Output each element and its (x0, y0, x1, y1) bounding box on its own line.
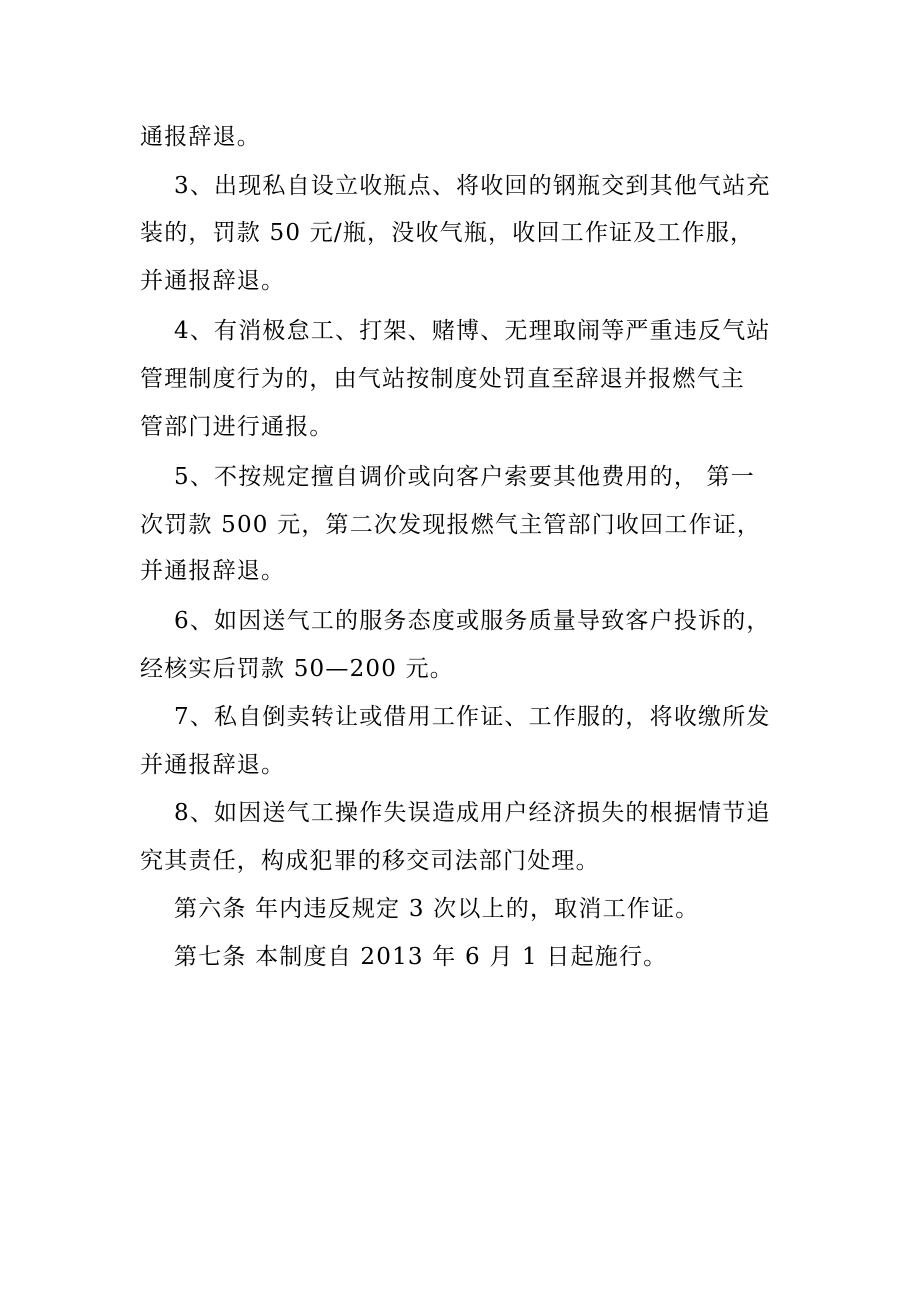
article-six: 第六条 年内违反规定 3 次以上的，取消工作证。 (174, 896, 700, 922)
paragraph-line: 经核实后罚款 50—200 元。 (140, 656, 454, 682)
paragraph-line: 3、出现私自设立收瓶点、将收回的钢瓶交到其他气站充 (174, 173, 771, 199)
paragraph-line: 管部门进行通报。 (140, 414, 334, 440)
paragraph-line: 8、如因送气工操作失误造成用户经济损失的根据情节追 (174, 800, 771, 826)
paragraph-line: 5、不按规定擅自调价或向客户索要其他费用的， 第一 (174, 464, 755, 490)
paragraph-line: 6、如因送气工的服务态度或服务质量导致客户投诉的， (174, 608, 771, 634)
article-seven: 第七条 本制度自 2013 年 6 月 1 日起施行。 (174, 944, 668, 970)
paragraph-line: 并通报辞退。 (140, 268, 286, 294)
paragraph-line: 究其责任，构成犯罪的移交司法部门处理。 (140, 848, 600, 874)
paragraph-line: 通报辞退。 (140, 124, 261, 150)
paragraph-line: 次罚款 500 元，第二次发现报燃气主管部门收回工作证， (140, 512, 762, 538)
paragraph-line: 并通报辞退。 (140, 558, 286, 584)
paragraph-line: 装的，罚款 50 元/瓶，没收气瓶，收回工作证及工作服， (140, 220, 755, 246)
paragraph-line: 7、私自倒卖转让或借用工作证、工作服的，将收缴所发 (174, 704, 771, 730)
paragraph-line: 4、有消极怠工、打架、赌博、无理取闹等严重违反气站 (174, 318, 771, 344)
paragraph-line: 管理制度行为的，由气站按制度处罚直至辞退并报燃气主 (140, 366, 745, 392)
paragraph-line: 并通报辞退。 (140, 752, 286, 778)
